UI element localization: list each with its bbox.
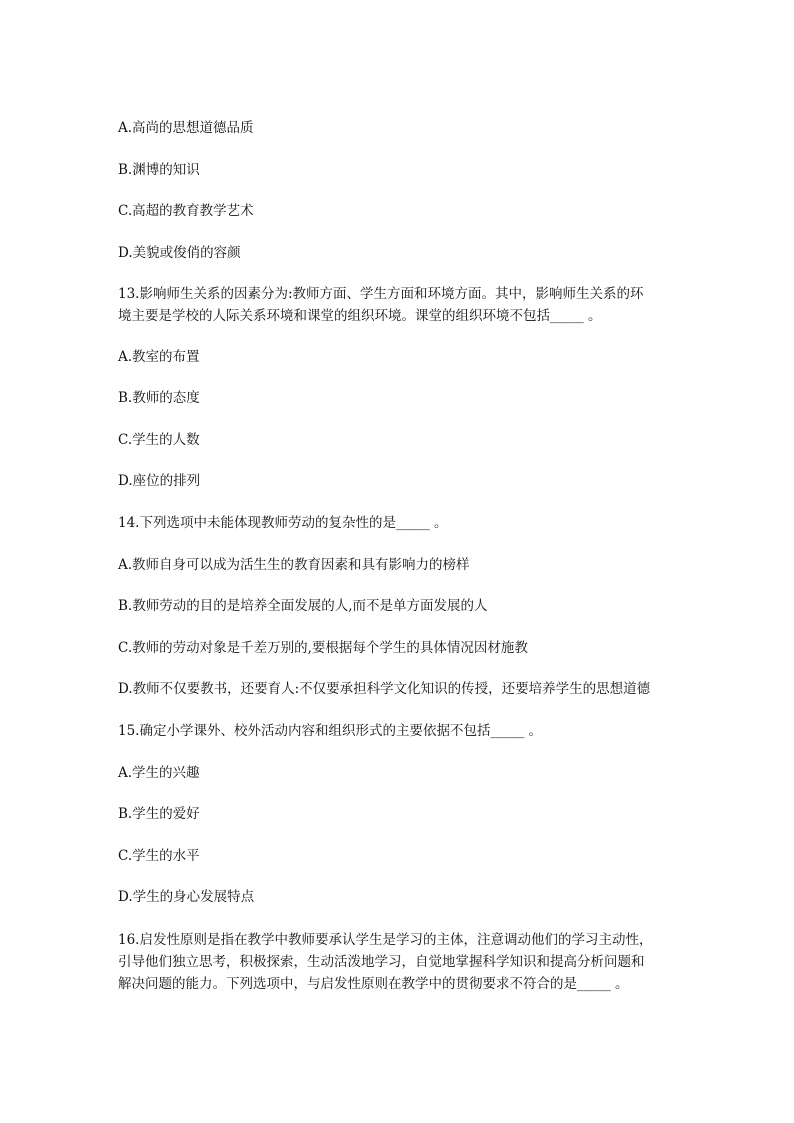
q12-option-a: A.高尚的思想道德品质 — [118, 120, 254, 136]
q13-option-a: A.教室的布置 — [118, 349, 200, 365]
q12-option-d: D.美貌或俊俏的容颜 — [118, 245, 241, 261]
q13-option-d: D.座位的排列 — [118, 473, 201, 489]
q14-option-d: D.教师不仅要教书，还要育人:不仅要承担科学文化知识的传授，还要培养学生的思想道德 — [118, 681, 651, 697]
q12-option-c: C.高超的教育教学艺术 — [118, 203, 254, 219]
q15-option-a: A.学生的兴趣 — [118, 765, 200, 781]
q15-stem: 15.确定小学课外、校外活动内容和组织形式的主要依据不包括_____ 。 — [118, 723, 543, 739]
q15-option-d: D.学生的身心发展特点 — [118, 889, 255, 905]
q13-option-c: C.学生的人数 — [118, 432, 200, 448]
q15-option-c: C.学生的水平 — [118, 848, 200, 864]
q15-option-b: B.学生的爱好 — [118, 806, 200, 822]
q16-stem-line-3: 解决问题的能力。下列选项中，与启发性原则在教学中的贯彻要求不符合的是_____ 。 — [118, 976, 629, 992]
q14-option-a: A.教师自身可以成为活生生的教育因素和具有影响力的榜样 — [118, 557, 470, 573]
q13-stem-line-1: 13.影响师生关系的因素分为:教师方面、学生方面和环境方面。其中，影响师生关系的环 — [118, 286, 644, 302]
q13-stem-line-2: 境主要是学校的人际关系环境和课堂的组织环境。课堂的组织环境不包括_____ 。 — [118, 308, 602, 324]
q14-option-b: B.教师劳动的目的是培养全面发展的人,而不是单方面发展的人 — [118, 598, 488, 614]
q14-stem: 14.下列选项中未能体现教师劳动的复杂性的是_____ 。 — [118, 515, 448, 531]
q14-option-c: C.教师的劳动对象是千差万别的,要根据每个学生的具体情况因材施教 — [118, 640, 528, 656]
q16-stem — [118, 929, 678, 995]
q12-option-b: B.渊博的知识 — [118, 162, 200, 178]
q16-stem-line-2: 引导他们独立思考，积极探索，生动活泼地学习，自觉地掌握科学知识和提高分析问题和 — [118, 954, 645, 970]
q13-stem — [118, 283, 678, 327]
q13-option-b: B.教师的态度 — [118, 390, 200, 406]
q16-stem-line-1: 16.启发性原则是指在教学中教师要承认学生是学习的主体，注意调动他们的学习主动性， — [118, 932, 653, 948]
